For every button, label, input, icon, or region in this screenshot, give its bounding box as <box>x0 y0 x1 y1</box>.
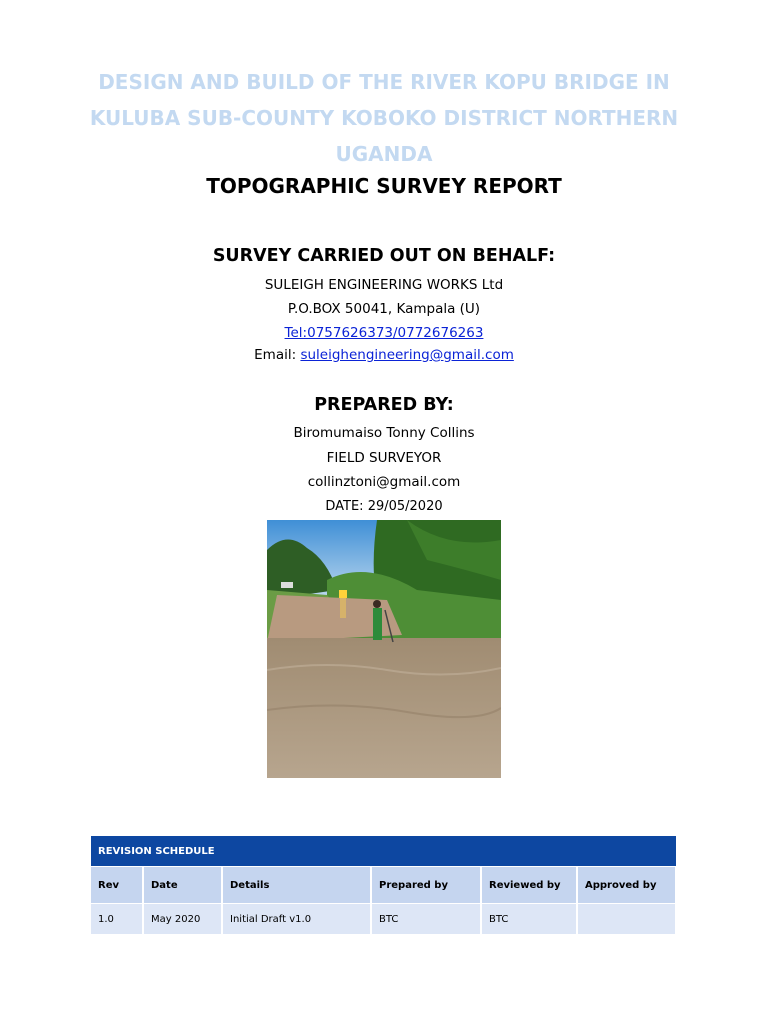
revision-schedule-title: REVISION SCHEDULE <box>91 836 676 867</box>
river-site-photo <box>267 520 501 778</box>
col-prepared-by: Prepared by <box>371 867 481 904</box>
col-approved-by: Approved by <box>577 867 676 904</box>
revision-schedule-table <box>91 836 677 934</box>
cell-date: May 2020 <box>143 904 222 935</box>
company-address: P.O.BOX 50041, Kampala (U) <box>287 301 481 317</box>
table-row <box>91 904 676 935</box>
cell-details: Initial Draft v1.0 <box>222 904 371 935</box>
behalf-heading: SURVEY CARRIED OUT ON BEHALF: <box>212 246 556 266</box>
email-link[interactable]: suleighengineering@gmail.com <box>300 347 514 363</box>
col-date: Date <box>143 867 222 904</box>
report-date: DATE: 29/05/2020 <box>325 499 443 514</box>
prepared-heading: PREPARED BY: <box>314 395 454 415</box>
cell-reviewed-by: BTC <box>481 904 577 935</box>
author-name: Biromumaiso Tonny Collins <box>293 425 475 441</box>
col-rev: Rev <box>91 867 143 904</box>
email-label: Email: <box>254 347 301 363</box>
author-role: FIELD SURVEYOR <box>326 450 442 466</box>
company-phone <box>0 325 768 341</box>
company-name: SULEIGH ENGINEERING WORKS Ltd <box>264 277 504 293</box>
phone-link[interactable]: Tel:0757626373/0772676263 <box>284 325 484 341</box>
project-title: DESIGN AND BUILD OF THE RIVER KOPU BRIDGE IN KULUBA SUB-COUNTY KOBOKO DISTRICT NORTHERN UGANDA <box>89 70 679 166</box>
cell-approved-by <box>577 904 676 935</box>
report-title: TOPOGRAPHIC SURVEY REPORT <box>206 174 562 198</box>
author-email: collinztoni@gmail.com <box>307 474 461 490</box>
col-reviewed-by: Reviewed by <box>481 867 577 904</box>
company-email-row <box>0 347 768 363</box>
cell-prepared-by: BTC <box>371 904 481 935</box>
cell-rev: 1.0 <box>91 904 143 935</box>
col-details: Details <box>222 867 371 904</box>
